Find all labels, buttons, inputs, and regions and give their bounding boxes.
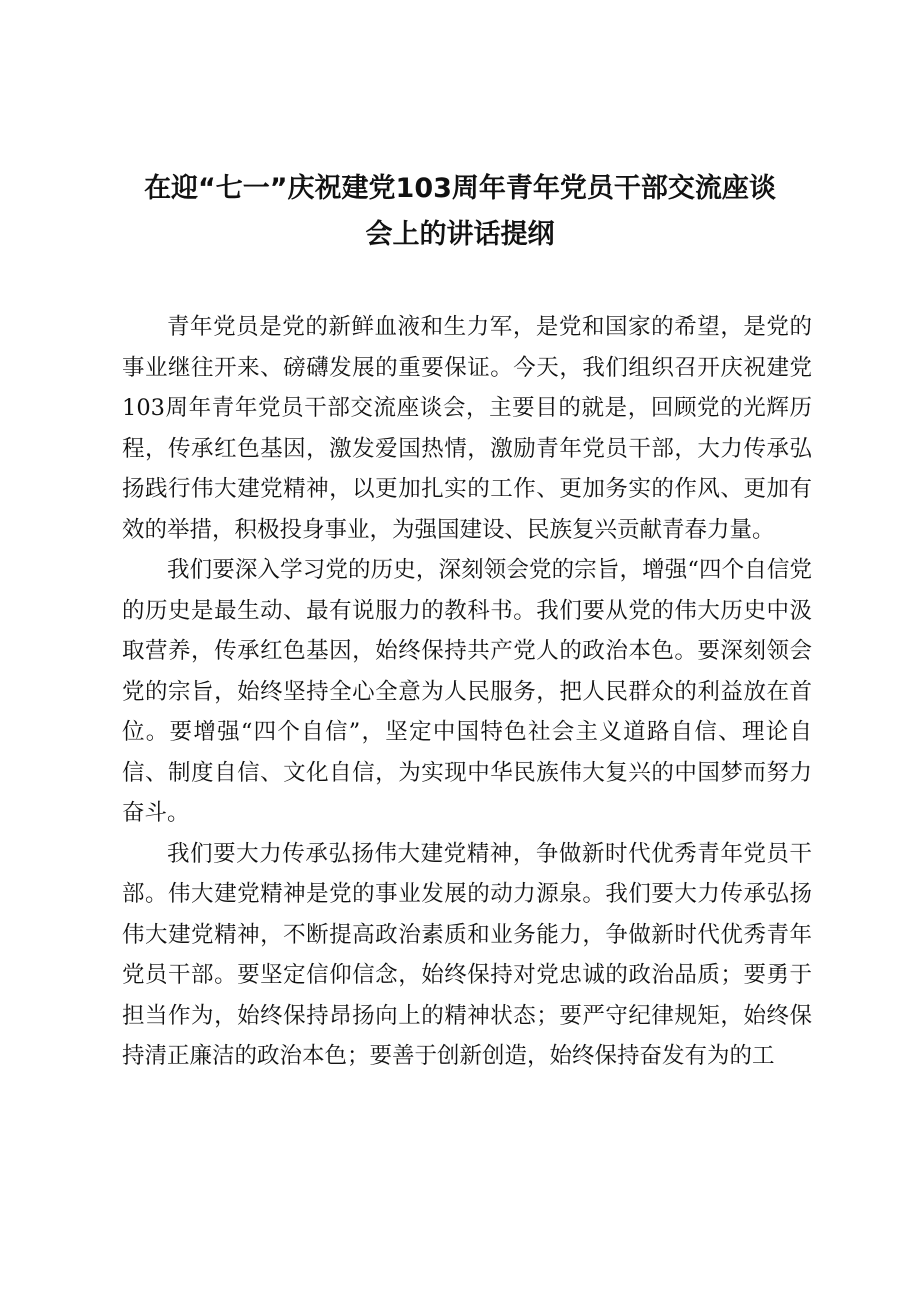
title-line-1: 在迎“七一”庆祝建党103周年青年党员干部交流座谈 [144,173,776,204]
paragraph-1: 青年党员是党的新鲜血液和生力军，是党和国家的希望，是党的事业继往开来、磅礴发展的重要保证。今天，我们组织召开庆祝建党103周年青年党员干部交流座谈会，主要目的就是，回顾党的光辉历程，传承红色基因，激发爱国热情，激励青年党员干部，大力传承弘扬践行伟大建党精神，以更加扎实的工作、更加务实的作风、更加有效的举措，积极投身事业，为强国建设、民族复兴贡献青春力量。 [122,314,812,543]
paragraph-2: 我们要深入学习党的历史，深刻领会党的宗旨，增强“四个自信党的历史是最生动、最有说服力的教科书。我们要从党的伟大历史中汲取营养，传承红色基因，始终保持共产党人的政治本色。要深刻领会党的宗旨，始终坚持全心全意为人民服务，把人民群众的利益放在首位。要增强“四个自信”，坚定中国特色社会主义道路自信、理论自信、制度自信、文化自信，为实现中华民族伟大复兴的中国梦而努力奋斗。 [122,557,812,826]
title-line-2: 会上的讲话提纲 [365,219,555,250]
document-title [120,166,800,258]
paragraph-3: 我们要大力传承弘扬伟大建党精神，争做新时代优秀青年党员干部。伟大建党精神是党的事业发展的动力源泉。我们要大力传承弘扬伟大建党精神，不断提高政治素质和业务能力，争做新时代优秀青年党员干部。要坚定信仰信念，始终保持对党忠诚的政治品质；要勇于担当作为，始终保持昂扬向上的精神状态；要严守纪律规矩，始终保持清正廉洁的政治本色；要善于创新创造，始终保持奋发有为的工 [122,840,812,1069]
document-body [122,307,812,1077]
